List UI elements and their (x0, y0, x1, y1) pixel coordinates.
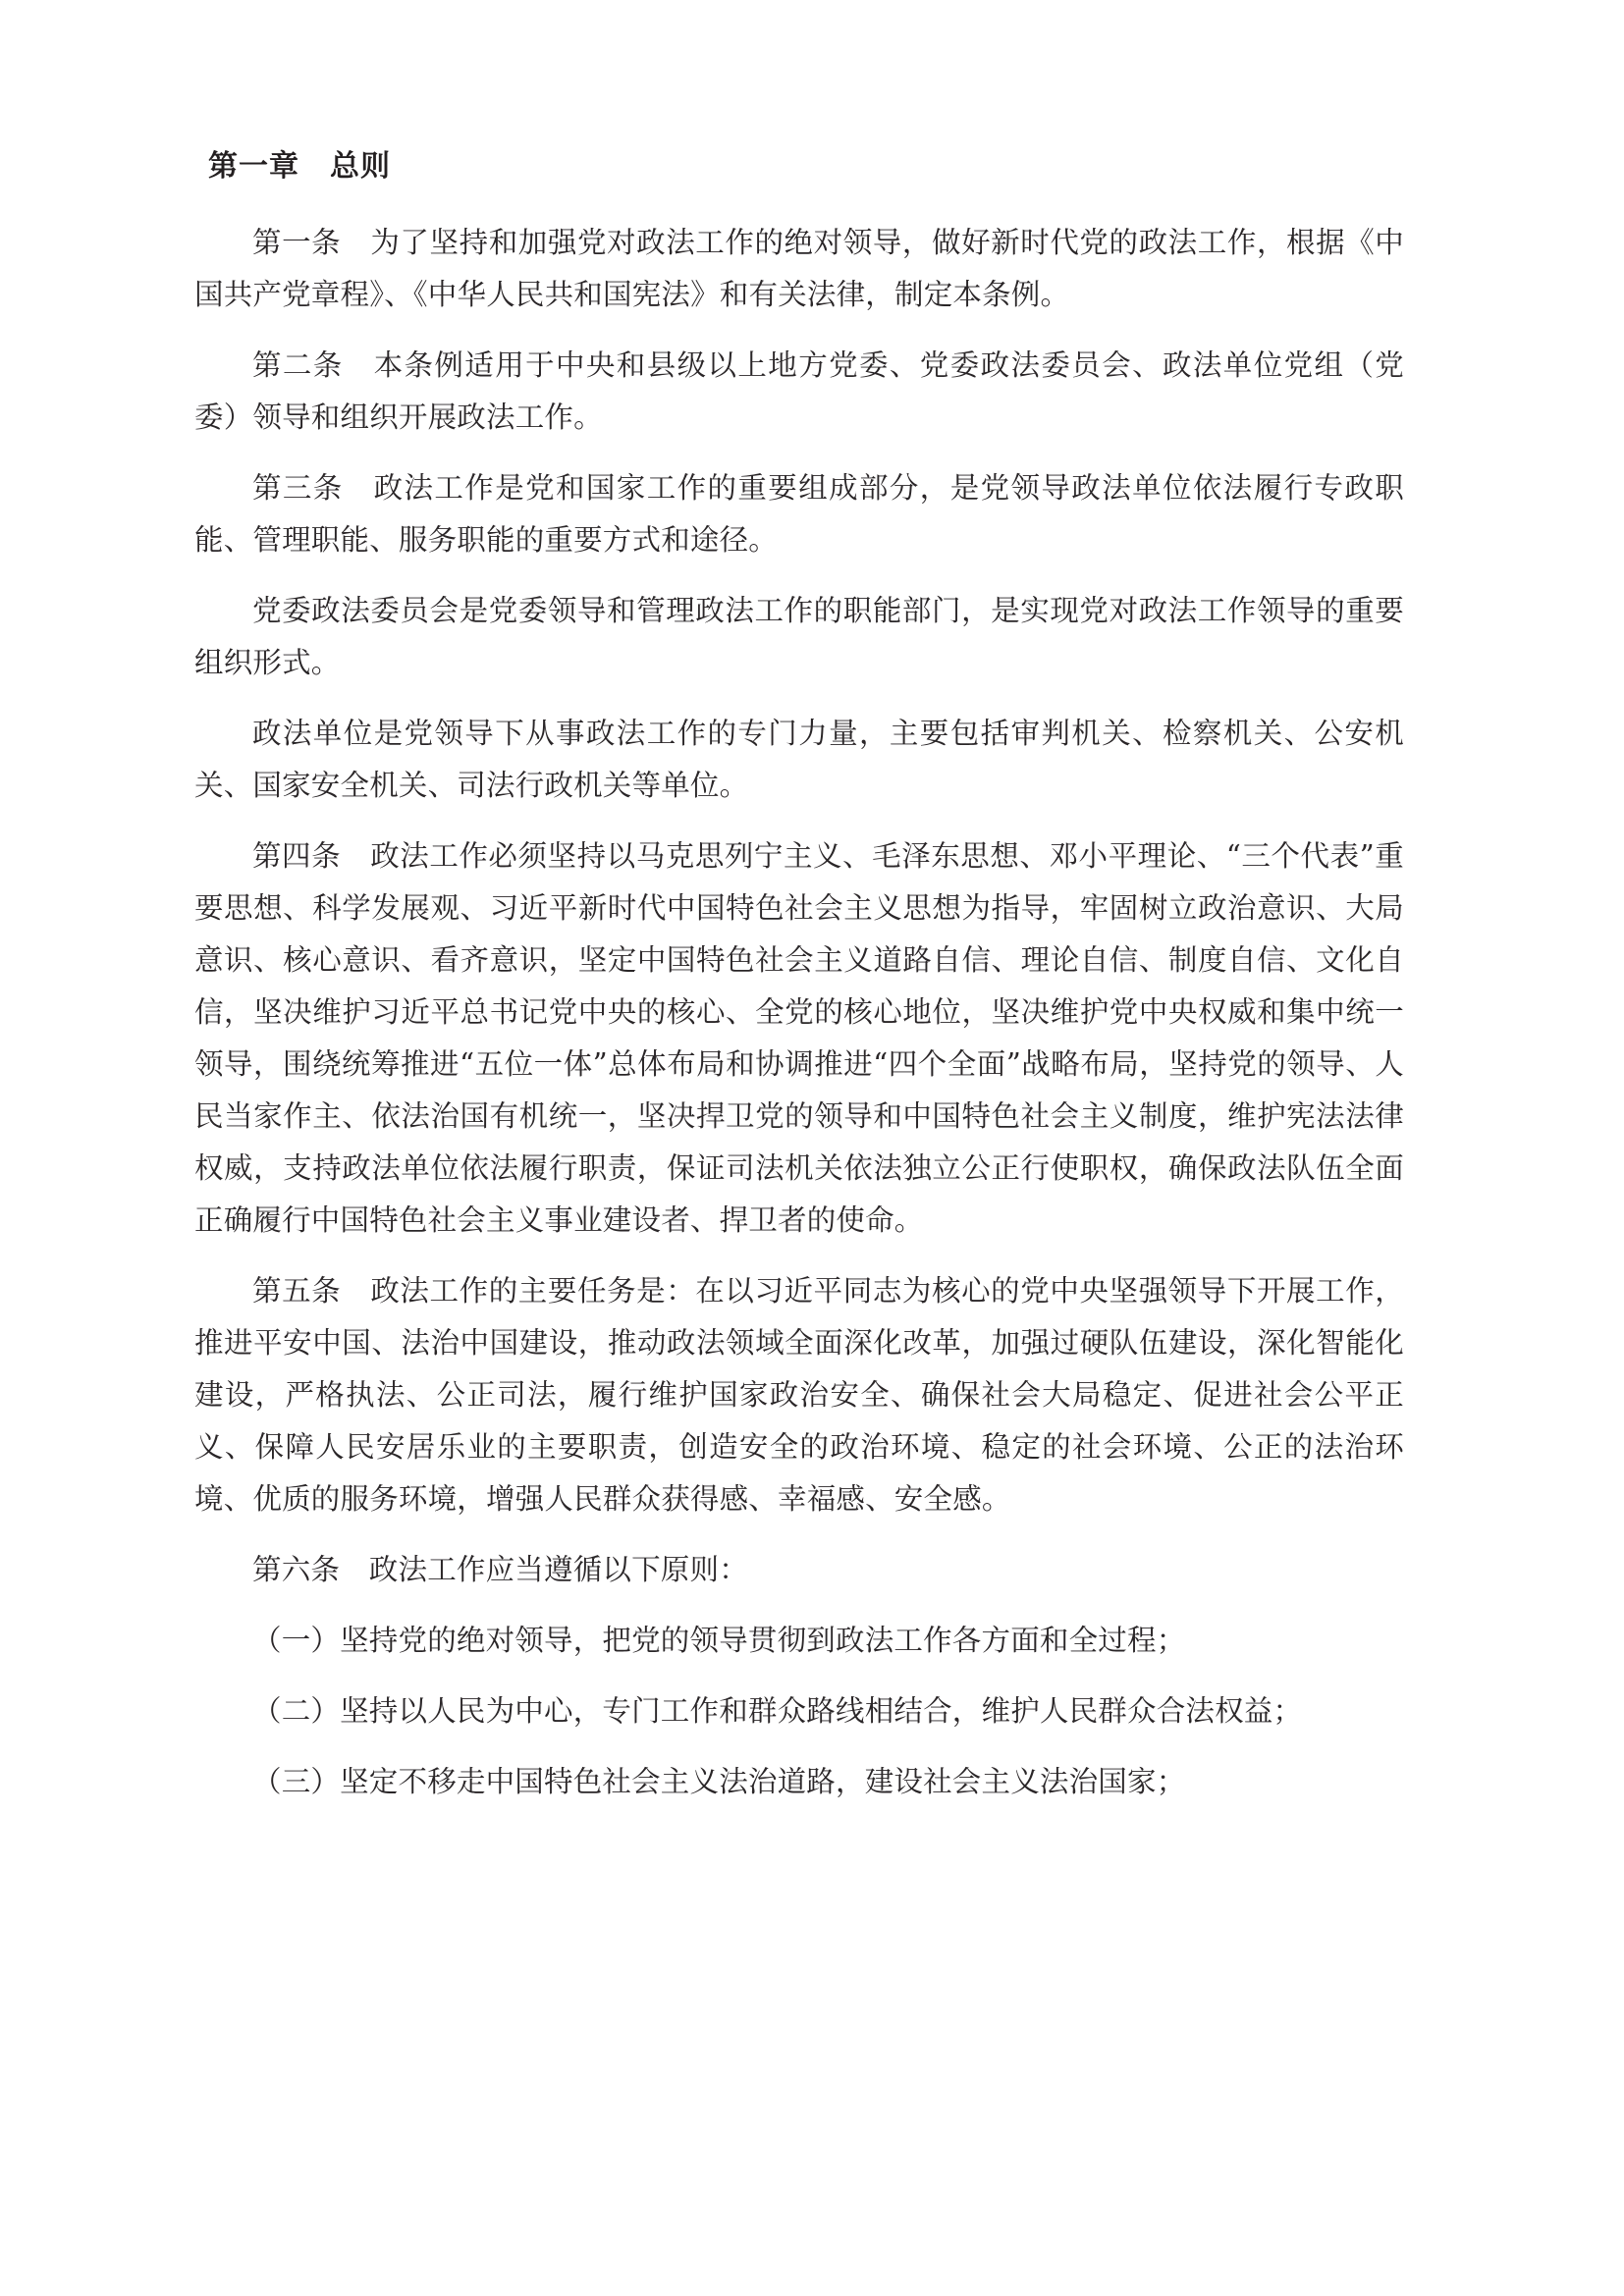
paragraph-article-6-item-1: （一）坚持党的绝对领导，把党的领导贯彻到政法工作各方面和全过程； (252, 1623, 1186, 1657)
paragraph-article-2: 第二条 本条例适用于中央和县级以上地方党委、党委政法委员会、政法单位党组（党委）领导和组织开展政法工作。 (194, 347, 1404, 434)
paragraph-article-5: 第五条 政法工作的主要任务是：在以习近平同志为核心的党中央坚强领导下开展工作，推进平安中国、法治中国建设，推动政法领域全面深化改革，加强过硬队伍建设，深化智能化建设，严格执法、公正司法，履行维护国家政治安全、确保社会大局稳定、促进社会公平正义、保障人民安居乐业的主要职责，创造安全的政治环境、稳定的社会环境、公正的法治环境、优质的服务环境，增强人民群众获得感、幸福感、安全感。 (194, 1273, 1404, 1516)
paragraph-article-3-sub-2: 政法单位是党领导下从事政法工作的专门力量，主要包括审判机关、检察机关、公安机关、国家安全机关、司法行政机关等单位。 (194, 716, 1404, 802)
paragraph-article-6-item-2: （二）坚持以人民为中心，专门工作和群众路线相结合，维护人民群众合法权益； (252, 1693, 1303, 1728)
paragraph-article-1: 第一条 为了坚持和加强党对政法工作的绝对领导，做好新时代党的政法工作，根据《中国共产党章程》、《中华人民共和国宪法》和有关法律，制定本条例。 (194, 225, 1404, 311)
paragraph-article-3-sub-1: 党委政法委员会是党委领导和管理政法工作的职能部门，是实现党对政法工作领导的重要组织形式。 (194, 593, 1404, 679)
paragraph-article-6: 第六条 政法工作应当遵循以下原则： (252, 1552, 748, 1586)
paragraph-article-4: 第四条 政法工作必须坚持以马克思列宁主义、毛泽东思想、邓小平理论、“三个代表”重要思想、科学发展观、习近平新时代中国特色社会主义思想为指导，牢固树立政治意识、大局意识、核心意识、看齐意识，坚定中国特色社会主义道路自信、理论自信、制度自信、文化自信，坚决维护习近平总书记党中央的核心、全党的核心地位，坚决维护党中央权威和集中统一领导，围绕统筹推进“五位一体”总体布局和协调推进“四个全面”战略布局，坚持党的领导、人民当家作主、依法治国有机统一，坚决捍卫党的领导和中国特色社会主义制度，维护宪法法律权威，支持政法单位依法履行职责，保证司法机关依法独立公正行使职权，确保政法队伍全面正确履行中国特色社会主义事业建设者、捍卫者的使命。 (194, 838, 1404, 1237)
chapter-heading: 第一章 总则 (208, 149, 391, 184)
document-text-block (194, 147, 1404, 1808)
paragraph-article-3: 第三条 政法工作是党和国家工作的重要组成部分，是党领导政法单位依法履行专政职能、管理职能、服务职能的重要方式和途径。 (194, 470, 1404, 557)
paragraph-article-6-item-3: （三）坚定不移走中国特色社会主义法治道路，建设社会主义法治国家； (252, 1764, 1186, 1798)
